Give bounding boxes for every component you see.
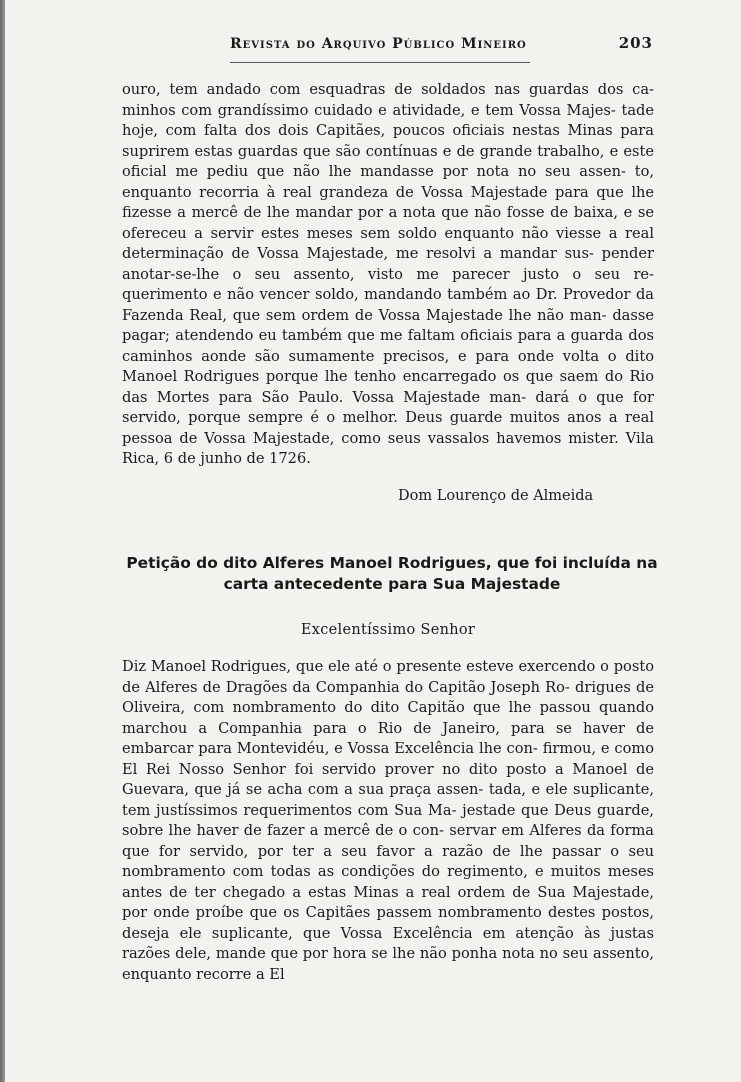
text-line: tade hoje, com falta dos dois Capitães, poucos oficiais nestas Minas xyxy=(122,101,655,139)
text-line: dará o que for servido, porque sempre é o melhor. Deus guarde xyxy=(122,388,654,426)
text-line: lhe fizesse a mercê de lhe mandar por a nota que não fosse de baixa, xyxy=(122,183,655,221)
text-line: da Fazenda Real, que sem ordem de Vossa Majestade lhe não man- xyxy=(122,286,655,324)
text-line: para suprirem estas guardas que são contínuas e de grande trabalho, xyxy=(122,122,654,160)
text-line: querimento e não vencer soldo, mandando também ao Dr. Provedor xyxy=(122,286,631,303)
text-line: pender anotar-se-lhe o seu assento, visto me parecer justo o seu re- xyxy=(122,245,655,283)
petition-body xyxy=(122,657,654,985)
text-line: Diz Manoel Rodrigues, que ele até o presente esteve exercendo o xyxy=(122,658,609,675)
text-line: real ordem de Sua Majestade, por onde proíbe que os Capitães xyxy=(122,883,655,921)
text-line: firmou, e como El Rei Nosso Senhor foi servido prover no dito xyxy=(122,740,655,778)
text-line: e este oficial me pediu que não lhe mandasse por nota no seu assen- xyxy=(122,142,655,180)
text-line: Excelência em atenção às justas razões dele, mande que por hora xyxy=(122,924,654,962)
salutation: Excelentíssimo Senhor xyxy=(300,622,476,638)
text-line: passem nombramento destes postos, deseja ele suplicante, que Vossa xyxy=(122,904,655,942)
text-line: que saem do Rio das Mortes para São Paulo. Vossa Majestade man- xyxy=(122,368,654,406)
text-line: muitos anos a real pessoa de Vossa Majestade, como seus vassalos xyxy=(122,409,654,447)
text-line: jestade que Deus guarde, sobre lhe haver de fazer a mercê de o con- xyxy=(122,801,655,839)
text-line: dasse pagar; atendendo eu também que me faltam oficiais para a xyxy=(122,306,654,344)
text-line: havemos mister. Vila Rica, 6 de junho de 1726. xyxy=(122,429,655,467)
text-line: servar em Alferes da forma que for servido, por ter a seu favor a xyxy=(122,822,654,860)
text-line: a real determinação de Vossa Majestade, me resolvi a mandar sus- xyxy=(122,224,655,262)
text-line: e se ofereceu a servir estes meses sem soldo enquanto não viesse xyxy=(122,204,654,242)
text-line: tada, e ele suplicante, tem justíssimos requerimentos com Sua Ma- xyxy=(122,781,654,819)
text-line: se haver de embarcar para Montevidéu, e Vossa Excelência lhe con- xyxy=(122,719,654,757)
section-heading xyxy=(112,553,672,595)
letter-text xyxy=(122,80,654,470)
text-line: guarda dos caminhos aonde são sumamente precisos, e para onde xyxy=(122,327,654,365)
petition-text xyxy=(122,657,654,985)
text-line: regimento, e muitos meses antes de ter chegado a estas Minas a xyxy=(122,863,654,901)
signature: Dom Lourenço de Almeida xyxy=(398,488,594,504)
text-line: volta o dito Manoel Rodrigues porque lhe tenho encarregado os xyxy=(122,347,654,385)
letter-body xyxy=(122,80,654,470)
heading-line: carta antecedente para Sua Majestade xyxy=(223,575,561,593)
text-line: razão de lhe passar o seu nombramento com todas as condições do xyxy=(122,842,654,880)
text-line: ouro, tem andado com esquadras de soldados nas guardas dos ca- xyxy=(122,81,654,98)
journal-title: Revista do Arquivo Público Mineiro xyxy=(230,36,527,52)
header-rule xyxy=(230,62,530,63)
text-line: drigues de Oliveira, com nombramento do dito Capitão que lhe xyxy=(122,678,654,716)
text-line: se lhe não ponha nota no seu assento, enquanto recorre a El xyxy=(122,945,655,983)
text-line: to, enquanto recorria à real grandeza de Vossa Majestade para que xyxy=(122,163,654,201)
binding-edge xyxy=(0,0,5,1082)
text-line: minhos com grandíssimo cuidado e atividade, e tem Vossa Majes- xyxy=(122,101,616,119)
text-line: posto de Alferes de Dragões da Companhia do Capitão Joseph Ro- xyxy=(122,658,654,696)
page-number: 203 xyxy=(618,34,653,52)
text-line: posto a Manoel de Guevara, que já se acha com a sua praça assen- xyxy=(122,760,655,798)
text-line: passou quando marchou a Companhia para o Rio de Janeiro, para xyxy=(122,699,654,737)
running-head xyxy=(110,32,653,58)
heading-line: Petição do dito Alferes Manoel Rodrigues, que foi incluída na xyxy=(126,554,658,572)
